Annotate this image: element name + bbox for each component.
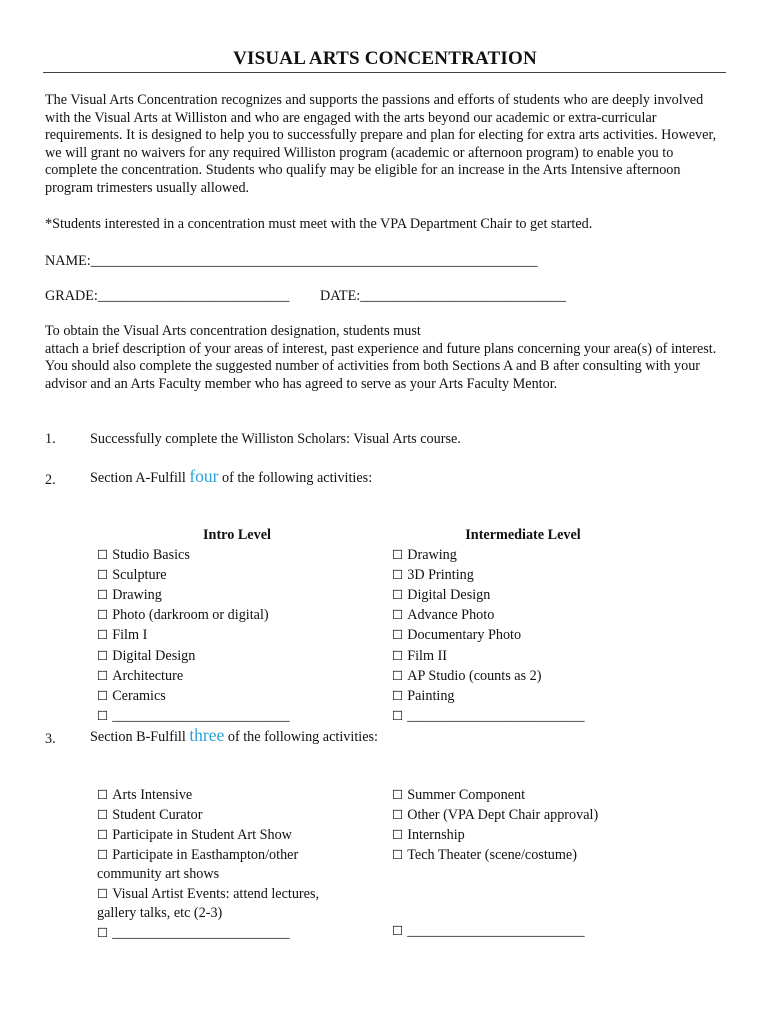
chair-note: *Students interested in a concentration must meet with the VPA Department Chair to get started. — [45, 216, 593, 232]
intermediate-level-item[interactable] — [392, 625, 654, 645]
checkbox-icon[interactable]: ☐ — [97, 687, 109, 703]
intermediate-level-heading: Intermediate Level — [465, 527, 581, 543]
intermediate-level-list — [392, 545, 654, 706]
section-b-left-item[interactable] — [97, 825, 347, 845]
checkbox-icon[interactable]: ☐ — [392, 707, 404, 723]
blank-line: _________________________ — [407, 707, 585, 724]
intermediate-level-item[interactable] — [392, 605, 654, 625]
section-b-right-item-label: Internship — [407, 827, 465, 843]
date-field[interactable]: DATE:_____________________________ — [320, 288, 566, 304]
intro-level-item-label: Photo (darkroom or digital) — [112, 607, 269, 624]
checkbox-icon[interactable]: ☐ — [97, 547, 109, 563]
checkbox-icon[interactable]: ☐ — [392, 827, 404, 842]
item-3-text — [90, 726, 378, 746]
intro-level-item-label: Studio Basics — [112, 547, 190, 564]
intermediate-level-item[interactable] — [392, 565, 654, 585]
section-b-right-item-label: Other (VPA Dept Chair approval) — [407, 807, 599, 823]
section-b-right-item[interactable] — [392, 785, 654, 805]
intro-level-item[interactable] — [97, 686, 377, 706]
intermediate-level-item-label: Digital Design — [407, 587, 491, 604]
section-b-left-item-label: Student Curator — [112, 807, 203, 823]
checkbox-icon[interactable]: ☐ — [392, 807, 404, 822]
name-field[interactable]: NAME:_______________________________________________________________ — [45, 253, 538, 269]
intermediate-level-item[interactable] — [392, 545, 654, 565]
checkbox-icon[interactable]: ☐ — [97, 607, 109, 623]
checkbox-icon[interactable]: ☐ — [97, 827, 109, 842]
intro-level-item[interactable] — [97, 545, 377, 565]
document-title: VISUAL ARTS CONCENTRATION — [233, 48, 537, 69]
intermediate-blank-item[interactable] — [392, 706, 654, 726]
checkbox-icon[interactable]: ☐ — [97, 787, 109, 802]
intermediate-level-item[interactable] — [392, 686, 654, 706]
intermediate-level-item[interactable] — [392, 585, 654, 605]
intermediate-level-item-label: Documentary Photo — [407, 627, 522, 644]
checkbox-icon[interactable]: ☐ — [392, 587, 404, 603]
section-b-left-list — [97, 785, 347, 923]
section-b-right-item[interactable] — [392, 845, 654, 865]
intermediate-level-item-label: Film II — [407, 647, 448, 664]
item-2-post: of the following activities: — [218, 470, 373, 486]
checkbox-icon[interactable]: ☐ — [392, 547, 404, 563]
checkbox-icon[interactable]: ☐ — [97, 925, 109, 940]
checkbox-icon[interactable]: ☐ — [97, 647, 109, 663]
intro-level-item[interactable] — [97, 666, 377, 686]
section-b-left-item-label: Participate in Easthampton/other community art shows — [97, 847, 299, 882]
section-b-left-item[interactable] — [97, 785, 347, 805]
section-b-right-item-label: Summer Component — [407, 787, 526, 803]
section-b-left-item[interactable] — [97, 805, 347, 825]
checkbox-icon[interactable]: ☐ — [392, 787, 404, 802]
checkbox-icon[interactable]: ☐ — [97, 667, 109, 683]
checkbox-icon[interactable]: ☐ — [97, 847, 109, 862]
checkbox-icon[interactable]: ☐ — [392, 607, 404, 623]
intro-level-item-label: Digital Design — [112, 647, 196, 664]
section-b-left-item[interactable] — [97, 884, 347, 923]
intro-level-item-label: Architecture — [112, 667, 184, 684]
item-2-number: 2. — [45, 472, 56, 488]
checkbox-icon[interactable]: ☐ — [392, 627, 404, 643]
item-2-accent: four — [189, 466, 219, 486]
item-3-pre: Section B-Fulfill — [90, 729, 190, 745]
section-b-right-item[interactable] — [392, 805, 654, 825]
section-b-left-blank-item[interactable] — [97, 923, 347, 943]
section-b-right-item[interactable] — [392, 825, 654, 845]
intro-level-item-label: Film I — [112, 627, 148, 644]
section-b-right-list — [392, 785, 654, 865]
checkbox-icon[interactable]: ☐ — [392, 847, 404, 862]
checkbox-icon[interactable]: ☐ — [392, 567, 404, 583]
checkbox-icon[interactable]: ☐ — [97, 807, 109, 822]
section-b-left-item-label: Participate in Student Art Show — [112, 827, 292, 843]
intro-level-item[interactable] — [97, 565, 377, 585]
section-b-right-blank-item[interactable] — [392, 921, 654, 941]
section-b-right-column — [392, 785, 654, 865]
checkbox-icon[interactable]: ☐ — [97, 567, 109, 583]
intro-level-item-label: Drawing — [112, 587, 162, 604]
intro-level-heading: Intro Level — [203, 527, 271, 543]
intro-level-column — [97, 525, 377, 726]
item-1-number: 1. — [45, 431, 56, 447]
item-1-text: Successfully complete the Williston Scholars: Visual Arts course. — [90, 431, 461, 447]
grade-field[interactable]: GRADE:___________________________ — [45, 288, 290, 304]
checkbox-icon[interactable]: ☐ — [97, 627, 109, 643]
blank-line: _________________________ — [407, 923, 585, 939]
title-underline — [43, 72, 726, 73]
intro-level-item[interactable] — [97, 625, 377, 645]
intro-paragraph: The Visual Arts Concentration recognizes and supports the passions and efforts of students who are deeply involved with the Visual Arts at Williston and who are engaged with the arts beyond our academic or extra-curricular requirements. It is designed to help you to successfully prepare and plan for electing for extra arts activities. However, we will grant no waivers for any required Williston program (academic or afternoon program) to enable you to complete the concentration. Students who qualify may be eligible for an increase in the Arts Intensive afternoon program trimesters usually allowed. — [45, 92, 717, 196]
intro-level-item[interactable] — [97, 605, 377, 625]
item-3-accent: three — [189, 725, 225, 745]
blank-line: _________________________ — [112, 925, 290, 941]
item-3-number: 3. — [45, 731, 56, 747]
intermediate-level-item-label: AP Studio (counts as 2) — [407, 667, 542, 684]
section-b-left-item[interactable] — [97, 845, 347, 884]
intro-level-item[interactable] — [97, 585, 377, 605]
checkbox-icon[interactable]: ☐ — [392, 687, 404, 703]
checkbox-icon[interactable]: ☐ — [392, 647, 404, 663]
section-b-left-column — [97, 785, 347, 943]
section-b-left-item-label: Arts Intensive — [112, 787, 193, 803]
checkbox-icon[interactable]: ☐ — [97, 886, 109, 901]
checkbox-icon[interactable]: ☐ — [97, 707, 109, 723]
checkbox-icon[interactable]: ☐ — [97, 587, 109, 603]
item-2-text — [90, 467, 372, 487]
intro-level-list — [97, 545, 377, 706]
intermediate-level-item[interactable] — [392, 666, 654, 686]
intermediate-level-item-label: Advance Photo — [407, 607, 495, 624]
intro-blank-item[interactable] — [97, 706, 377, 726]
intro-level-item-label: Sculpture — [112, 567, 167, 584]
intro-level-item[interactable] — [97, 646, 377, 666]
checkbox-icon[interactable]: ☐ — [392, 667, 404, 683]
section-b-right-item-label: Tech Theater (scene/costume) — [407, 847, 577, 863]
intro-level-item-label: Ceramics — [112, 687, 166, 704]
section-b-left-item-label: Visual Artist Events: attend lectures, gallery talks, etc (2-3) — [97, 886, 320, 921]
instructions-line-2: attach a brief description of your areas of interest, past experience and future plans concerning your area(s) of interest. You should also complete the suggested number of activities from both Sections A and B after consulting with your advisor and an Arts Faculty member who has agreed to serve as your Arts Faculty Mentor. — [45, 340, 717, 392]
intermediate-level-item-label: Drawing — [407, 547, 457, 564]
instructions-paragraph — [45, 323, 727, 393]
intermediate-level-column — [392, 525, 654, 726]
item-2-pre: Section A-Fulfill — [90, 470, 190, 486]
intermediate-level-item[interactable] — [392, 646, 654, 666]
intermediate-level-item-label: 3D Printing — [407, 567, 474, 584]
item-3-post: of the following activities: — [224, 729, 378, 745]
checkbox-icon[interactable]: ☐ — [392, 923, 404, 938]
intermediate-level-item-label: Painting — [407, 687, 455, 704]
blank-line: _________________________ — [112, 707, 290, 724]
instructions-line-1: To obtain the Visual Arts concentration designation, students must — [45, 323, 421, 339]
